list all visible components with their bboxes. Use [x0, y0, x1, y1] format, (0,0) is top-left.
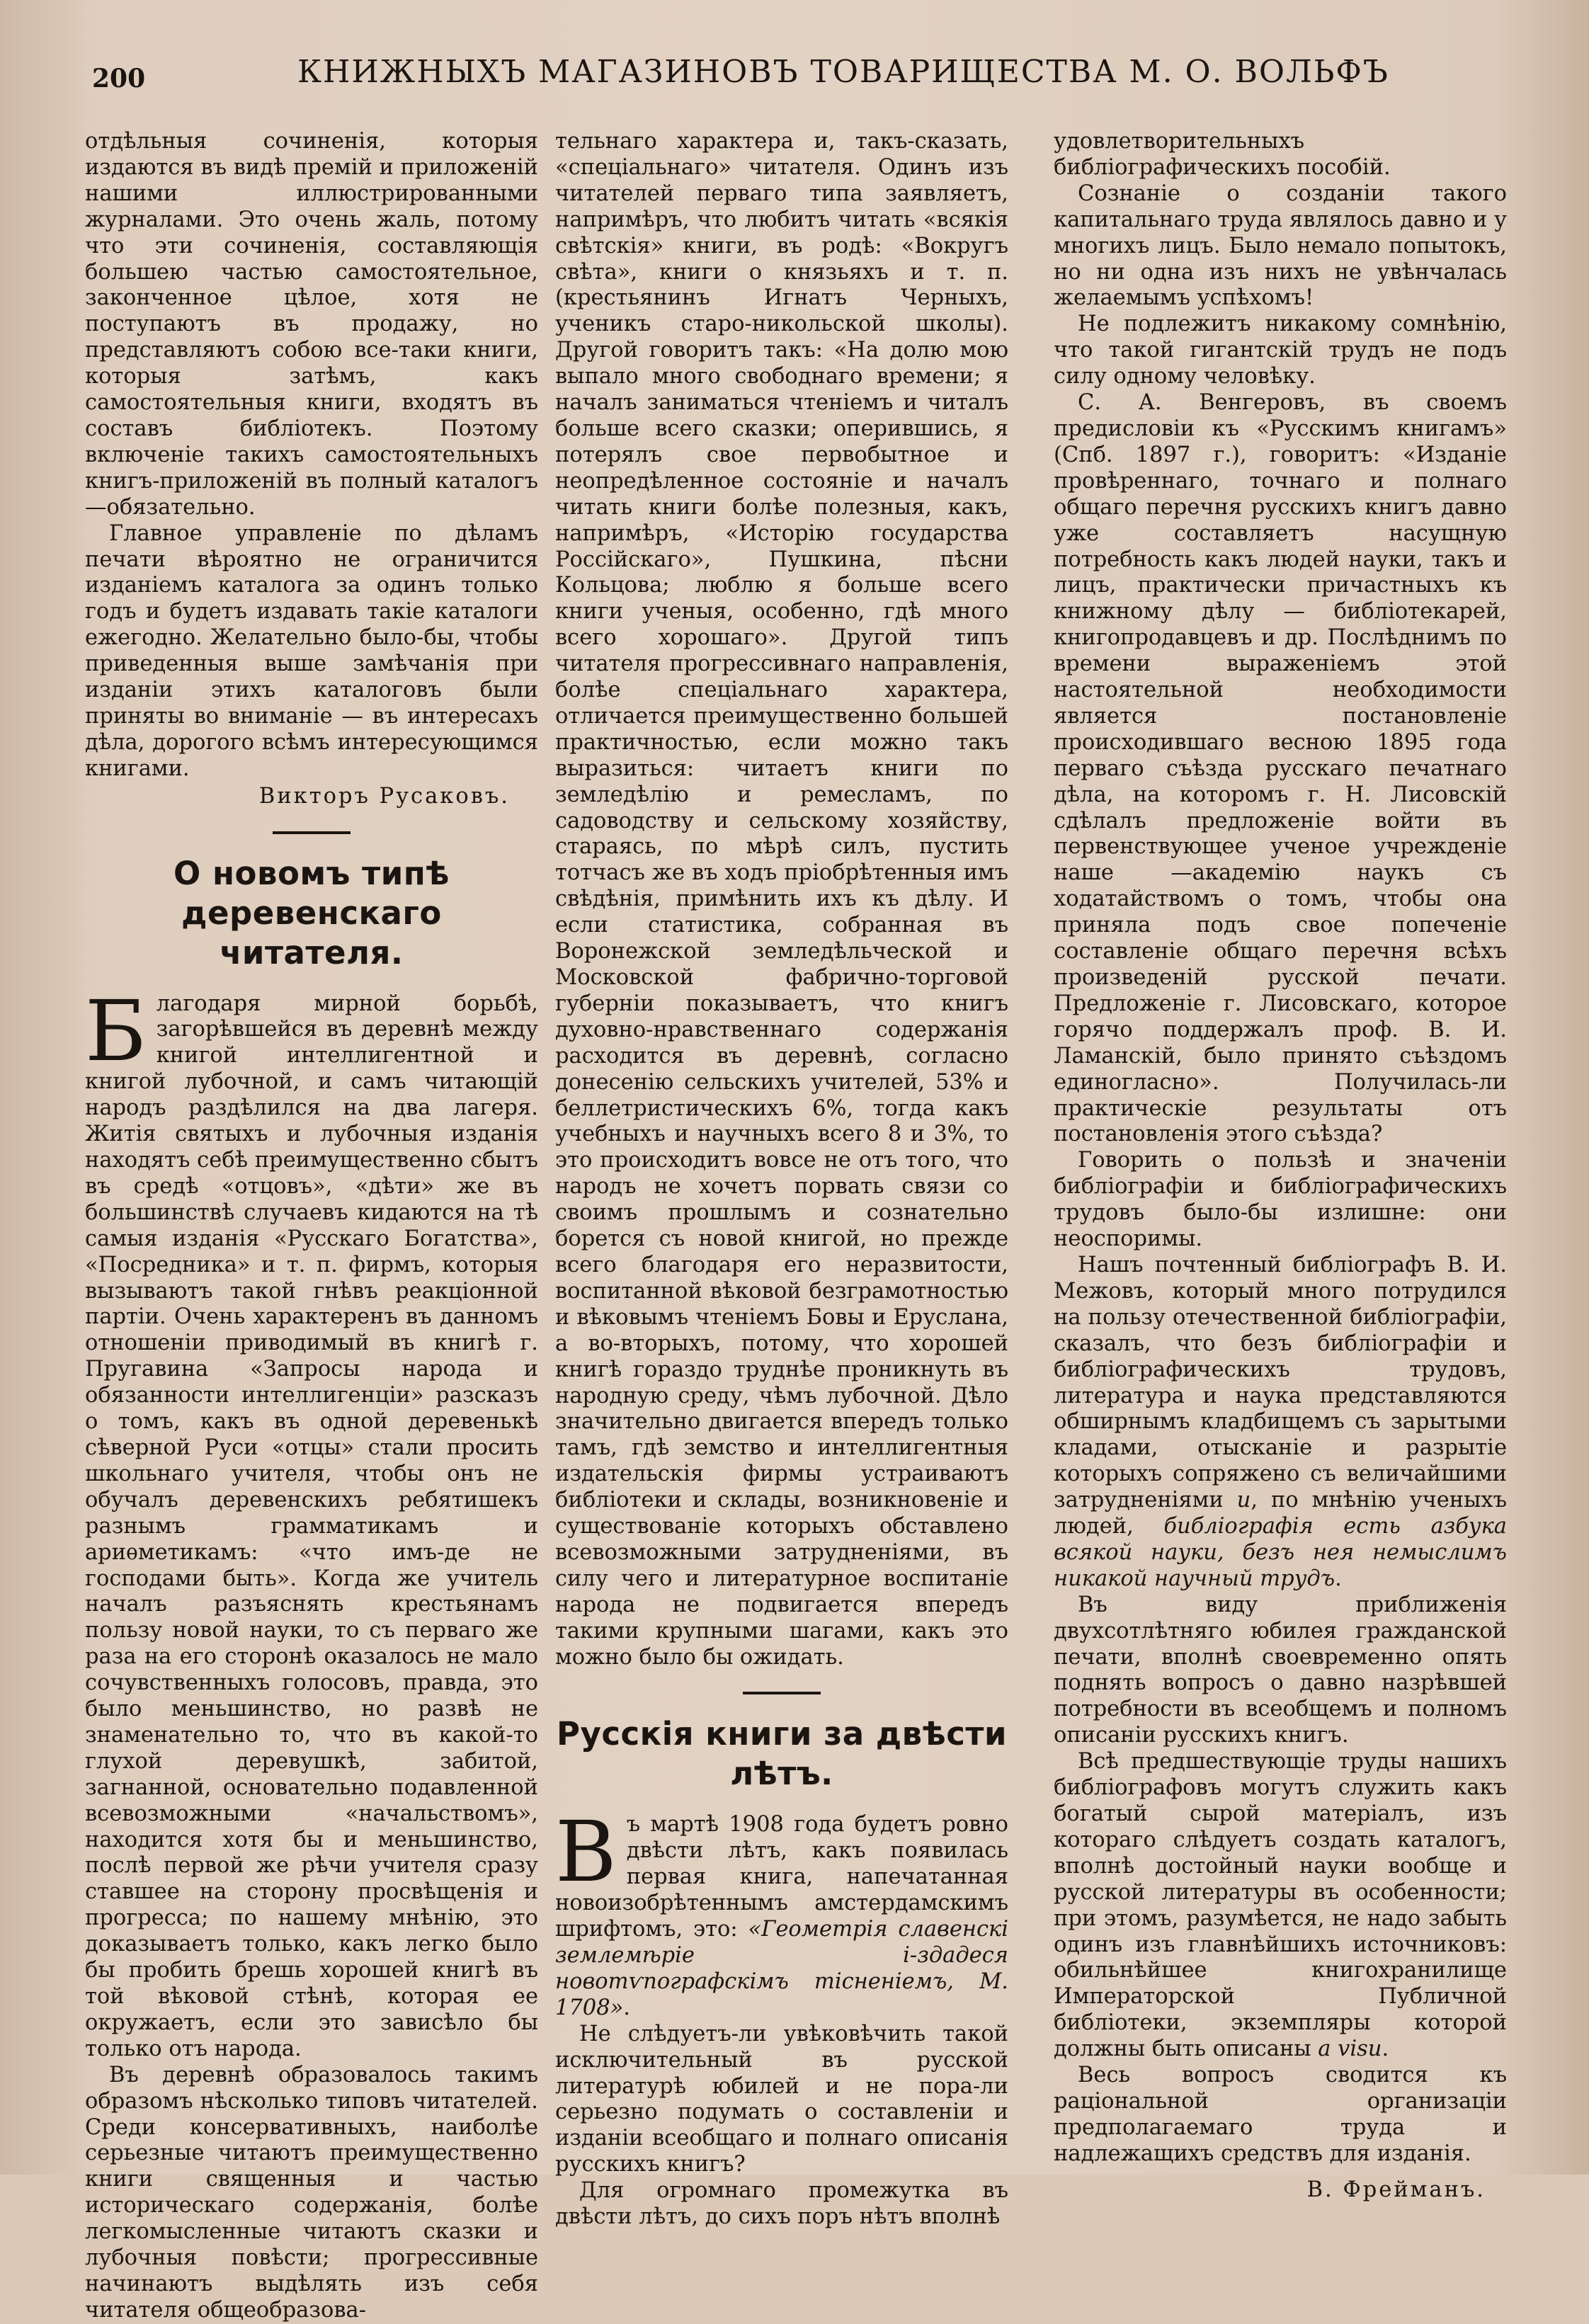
- paragraph: Главное управленіе по дѣламъ печати вѣроятно не ограничится изданіемъ каталога за одинъ только годъ и будетъ издавать такіе каталоги ежегодно. Желательно было-бы, чтобы приведенныя выше замѣчанія при изданіи этихъ каталоговъ были приняты во вниманіе — въ интересахъ дѣла, дорогого всѣмъ интересующимся книгами.: [85, 520, 538, 781]
- section-divider: [273, 831, 351, 834]
- column-2: [555, 129, 1008, 2231]
- column-1: [85, 129, 538, 2324]
- paragraph: Благодаря мирной борьбѣ, загорѣвшейся въ деревнѣ между книгой интеллигентной и книгой лубочной, и самъ читающій народъ раздѣлился на два лагеря. Житія святыхъ и лубочныя изданія находятъ себѣ преимущественно сбытъ въ средѣ «отцовъ», «дѣти» же въ большинствѣ случаевъ кидаются на тѣ самыя изданія «Русскаго Богатства», «Посредника» и т. п. фирмъ, которыя вызываютъ такой гнѣвъ реакціонной партіи. Очень характеренъ въ данномъ отношеніи приводимый въ книгѣ г. Пругавина «Запросы народа и обязанности интеллигенціи» разсказъ о томъ, какъ въ одной деревенькѣ сѣверной Руси «отцы» стали просить школьнаго учителя, чтобы онъ не обучалъ деревенскихъ ребятишекъ разнымъ грамматикамъ и ариѳметикамъ: «что имъ-де не господами быть». Когда же учитель началъ разъяснять крестьянамъ пользу новой науки, то съ перваго же раза на его сторонѣ оказалось не мало сочувственныхъ голосовъ, правда, это было меньшинство, но развѣ не знаменательно то, что въ какой-то глухой деревушкѣ, забитой, загнанной, основательно подавленной всевозможными «начальствомъ», находится хотя бы и меньшинство, послѣ первой же рѣчи учителя сразу ставшее на сторону просвѣщенія и прогресса; по нашему мнѣнію, это доказываетъ только, какъ легко было бы пробить брешь хорошей книгѣ въ той вѣковой стѣнѣ, которая ее окружаетъ, если это зависѣло бы только отъ народа.: [85, 981, 538, 2061]
- drop-cap: В: [555, 1803, 617, 1901]
- paragraph: Въ мартѣ 1908 года будетъ ровно двѣсти лѣтъ, какъ появилась первая книга, напечатанная новоизобрѣтеннымъ амстердамскимъ шрифтомъ, это: «Геометрія славенскі землемѣріе і-здадеся новотѵпографскімъ тісненіемъ, М. 1708».: [555, 1803, 1009, 2020]
- book-title-italic: «Геометрія славенскі землемѣріе і-здадеся новотѵпографскімъ тісненіемъ, М. 1708»: [555, 1917, 1009, 2020]
- page-header: [85, 51, 1508, 93]
- paragraph: Въ виду приближенія двухсотлѣтняго юбилея гражданской печати, вполнѣ своевременно опять поднять вопросъ о давно назрѣвшей потребности въ всеобщемъ и полномъ описаніи русскихъ книгъ.: [1054, 1592, 1507, 1748]
- running-title: КНИЖНЫХЪ МАГАЗИНОВЪ ТОВАРИЩЕСТВА М. О. ВОЛЬФЪ: [297, 54, 1389, 90]
- paragraph: Говорить о пользѣ и значеніи библіографіи и библіографическихъ трудовъ было-бы излишне: они неоспоримы.: [1054, 1148, 1507, 1252]
- paragraph: Нашъ почтенный библіографъ В. И. Межовъ, который много потрудился на пользу отечественной библіографіи, сказалъ, что безъ библіографіи и библіографическихъ трудовъ, литература и наука представляются обширнымъ кладбищемъ съ зарытыми кладами, отысканіе и разрытіе которыхъ сопряжено съ величайшими затрудненіями и, по мнѣнію ученыхъ людей, библіографія есть азбука всякой науки, безъ нея немыслимъ никакой научный трудъ.: [1054, 1252, 1507, 1591]
- paragraph: Не слѣдуетъ-ли увѣковѣчить такой исключительный въ русской литературѣ юбилей и не пора-ли серьезно подумать о составленіи и изданіи всеобщаго и полнаго описанія русскихъ книгъ?: [555, 2021, 1008, 2177]
- author-signature: Викторъ Русаковъ.: [258, 783, 510, 809]
- paragraph: Въ деревнѣ образовалось такимъ образомъ нѣсколько типовъ читателей. Среди консервативныхъ, наиболѣе серьезные читаютъ преимущественно книги священныя и частью историческаго содержанія, болѣе легкомысленные читаютъ сказки и лубочныя повѣсти; прогрессивные начинаютъ выдѣлять изъ себя читателя общеобразова-: [85, 2062, 538, 2323]
- paragraph: Не подлежитъ никакому сомнѣнію, что такой гигантскій трудъ не подъ силу одному человѣку.: [1054, 312, 1507, 389]
- paragraph: отдѣльныя сочиненія, которыя издаются въ видѣ премій и приложеній нашими иллюстрированными журналами. Это очень жаль, потому что эти сочиненія, составляющія большею частью самостоятельное, законченное цѣлое, хотя не поступаютъ въ продажу, но представляютъ собою все-таки книги, которыя затѣмъ, какъ самостоятельныя книги, входятъ въ составъ библіотекъ. Поэтому включеніе такихъ самостоятельныхъ книгъ-приложеній въ полный каталогъ—обязательно.: [85, 129, 538, 520]
- drop-cap: Б: [85, 981, 147, 1080]
- article-heading: О новомъ типѣ деревенскаго читателя.: [173, 854, 450, 972]
- author-signature: В. Фрейманъ.: [1306, 2177, 1486, 2202]
- quote-italic: библіографія есть азбука всякой науки, безъ нея немыслимъ никакой научный трудъ: [1054, 1514, 1507, 1591]
- paragraph: удовлетворительныхъ библіографическихъ пособій.: [1054, 129, 1391, 180]
- article-heading: Русскія книги за двѣсти лѣтъ.: [557, 1715, 1007, 1793]
- paragraph: Весь вопросъ сводится къ раціональной организаціи предполагаемаго труда и надлежащихъ средствъ для изданія.: [1054, 2063, 1507, 2166]
- paragraph: С. А. Венгеровъ, въ своемъ предисловіи къ «Русскимъ книгамъ» (Спб. 1897 г.), говоритъ: «Изданіе провѣреннаго, точнаго и полнаго общаго перечня русскихъ книгъ давно уже составляетъ насущную потребность какъ людей науки, такъ и лицъ, практически причастныхъ къ книжному дѣлу — библіотекарей, книгопродавцевъ и др. Послѣднимъ по времени выраженіемъ этой настоятельной необходимости является постановленіе происходившаго весною 1895 года перваго съѣзда русскаго печатнаго дѣла, на которомъ г. Н. Лисовскій сдѣлалъ предложеніе войти въ первенствующее ученое учрежденіе наше —академію наукъ съ ходатайствомъ о томъ, чтобы она приняла подъ свое попеченіе составленіе общаго перечня всѣхъ произведеній русской печати. Предложеніе г. Лисовскаго, которое горячо поддержалъ проф. В. И. Ламанскій, было принято съѣздомъ единогласно». Получилась-ли практическіе результаты отъ постановленія этого съѣзда?: [1054, 390, 1507, 1147]
- paragraph: Всѣ предшествующіе труды нашихъ библіографовъ могутъ служить какъ богатый сырой матеріалъ, изъ котораго слѣдуетъ создать каталогъ, вполнѣ достойный науки вообще и русской литературы въ особенности; при этомъ, разумѣется, не надо забыть одинъ изъ главнѣйшихъ источниковъ: обильнѣйшее книгохранилище Императорской Публичной библіотеки, экземпляры которой должны быть описаны а visu.: [1054, 1749, 1507, 2062]
- paragraph: Для огромнаго промежутка въ двѣсти лѣтъ, до сихъ поръ нѣтъ вполнѣ: [555, 2178, 1008, 2230]
- page-number: 200: [92, 64, 146, 93]
- paragraph: Сознаніе о созданіи такого капитальнаго труда являлось давно и у многихъ лицъ. Было немало попытокъ, но ни одна изъ нихъ не увѣнчалась желаемымъ успѣхомъ!: [1054, 181, 1507, 311]
- paragraph: тельнаго характера и, такъ-сказать, «спеціальнаго» читателя. Одинъ изъ читателей перваго типа заявляетъ, напримѣръ, что любитъ читать «всякія свѣтскія» книги, въ родѣ: «Вокругъ свѣта», книги о князьяхъ и т. п. (крестьянинъ Игнатъ Черныхъ, ученикъ старо-никольской школы). Другой говоритъ такъ: «На долю мою выпало много свободнаго времени; я началъ заниматься чтеніемъ и читалъ больше всего сказки; оперившись, я потерялъ свое первобытное и неопредѣленное состояніе и началъ читать книги болѣе полезныя, какъ, напримѣръ, «Исторію государства Россійскаго», Пушкина, пѣсни Кольцова; люблю я больше всего книги ученыя, особенно, гдѣ много всего хорошаго». Другой типъ читателя прогрессивнаго направленія, болѣе спеціальнаго характера, отличается преимущественно большей практичностью, если можно такъ выразиться: читаетъ книги по земледѣлію и ремесламъ, по садоводству и сельскому хозяйству, стараясь, по мѣрѣ силъ, пустить тотчасъ же въ ходъ пріобрѣтенныя имъ свѣдѣнія, примѣнить ихъ къ дѣлу. И если статистика, собранная въ Воронежской земледѣльческой и Московской фабрично-торговой губерніи показываетъ, что книгъ духовно-нравственнаго содержанія расходится въ деревнѣ, согласно донесенію сельскихъ учителей, 53% и беллетристическихъ 6%, тогда какъ учебныхъ и научныхъ всего 8 и 3%, то это происходитъ вовсе не отъ того, что народъ не хочетъ порвать связи со своимъ прошлымъ и сознательно борется съ новой книгой, но прежде всего благодаря его неразвитости, воспитанной вѣковой безграмотностью и вѣковымъ чтеніемъ Бовы и Еруслана, а во-вторыхъ, потому, что хорошей книгѣ гораздо труднѣе проникнуть въ народную среду, чѣмъ лубочной. Дѣло значительно двигается впередъ только тамъ, гдѣ земство и интеллигентныя издательскія фирмы устраиваютъ библіотеки и склады, возникновеніе и существованіе которыхъ обставлено всевозможными затрудненіями, въ силу чего и литературное воспитаніе народа не подвигается впередъ такими крупными шагами, какъ это можно было бы ожидать.: [555, 129, 1008, 1670]
- column-3: [1054, 129, 1507, 2204]
- section-divider: [743, 1692, 821, 1694]
